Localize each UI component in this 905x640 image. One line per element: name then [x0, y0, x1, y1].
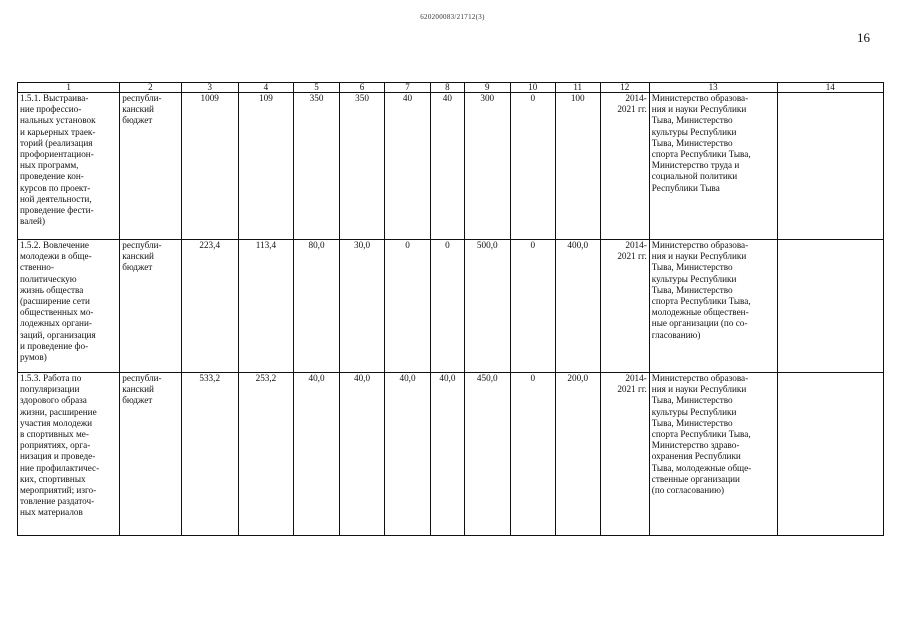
- value-cell: 100: [555, 93, 600, 240]
- table-row: [18, 93, 884, 240]
- value-cell: 350: [340, 93, 385, 240]
- empty-cell: [777, 373, 883, 536]
- value-cell: 0: [510, 93, 555, 240]
- executors-cell: Министерство образова- ния и науки Республики Тыва, Министерство культуры Республики Тыва, Министерство спорта Республики Тыва, Министерство труда и социальной политики Республики Тыва: [649, 93, 777, 240]
- period-cell: 2014- 2021 гг.: [600, 373, 649, 536]
- column-header: 4: [238, 83, 293, 93]
- value-cell: 0: [385, 240, 431, 373]
- column-header: 3: [181, 83, 238, 93]
- empty-cell: [777, 93, 883, 240]
- value-cell: 40: [385, 93, 431, 240]
- period-cell: 2014- 2021 гг.: [600, 240, 649, 373]
- column-header: 8: [431, 83, 465, 93]
- column-header: 7: [385, 83, 431, 93]
- activity-cell: 1.5.2. Вовлечение молодежи в обще- ственно- политическую жизнь общества (расширение сети общественных мо- лодежных органи- заций, организация и проведение фо- румов): [18, 240, 120, 373]
- column-header: 6: [340, 83, 385, 93]
- value-cell: 113,4: [238, 240, 293, 373]
- value-cell: 0: [510, 240, 555, 373]
- value-cell: 40,0: [294, 373, 340, 536]
- value-cell: 350: [294, 93, 340, 240]
- value-cell: 300: [464, 93, 510, 240]
- column-header: 10: [510, 83, 555, 93]
- value-cell: 223,4: [181, 240, 238, 373]
- table-header-row: [18, 83, 884, 93]
- funding-source-cell: республи- канский бюджет: [120, 373, 181, 536]
- column-header: 9: [464, 83, 510, 93]
- activity-cell: 1.5.1. Выстраива- ние профессио- нальных установок и карьерных траек- торий (реализация профориентацион- ных программ, проведение кон- курсов по проект- ной деятельности, проведение фести- валей): [18, 93, 120, 240]
- column-header: 14: [777, 83, 883, 93]
- value-cell: 80,0: [294, 240, 340, 373]
- funding-source-cell: республи- канский бюджет: [120, 240, 181, 373]
- value-cell: 253,2: [238, 373, 293, 536]
- value-cell: 40,0: [385, 373, 431, 536]
- value-cell: 40,0: [340, 373, 385, 536]
- funding-source-cell: республи- канский бюджет: [120, 93, 181, 240]
- value-cell: 500,0: [464, 240, 510, 373]
- table-row: [18, 240, 884, 373]
- empty-cell: [777, 240, 883, 373]
- period-cell: 2014- 2021 гг.: [600, 93, 649, 240]
- value-cell: 1009: [181, 93, 238, 240]
- executors-cell: Министерство образова- ния и науки Республики Тыва, Министерство культуры Республики Тыва, Министерство спорта Республики Тыва, Министерство здраво- охранения Республики Тыва, молодежные обще- ственные организации (по согласованию): [649, 373, 777, 536]
- column-header: 11: [555, 83, 600, 93]
- value-cell: 30,0: [340, 240, 385, 373]
- column-header: 13: [649, 83, 777, 93]
- value-cell: 40,0: [431, 373, 465, 536]
- column-header: 2: [120, 83, 181, 93]
- value-cell: 109: [238, 93, 293, 240]
- value-cell: 200,0: [555, 373, 600, 536]
- column-header: 1: [18, 83, 120, 93]
- value-cell: 450,0: [464, 373, 510, 536]
- value-cell: 0: [431, 240, 465, 373]
- column-header: 12: [600, 83, 649, 93]
- document-code: 620200083/21712(3): [420, 13, 485, 21]
- budget-table: [17, 82, 884, 536]
- table-row: [18, 373, 884, 536]
- value-cell: 40: [431, 93, 465, 240]
- value-cell: 0: [510, 373, 555, 536]
- page-number: 16: [857, 30, 870, 45]
- executors-cell: Министерство образова- ния и науки Республики Тыва, Министерство культуры Республики Тыва, Министерство спорта Республики Тыва, молодежные обществен- ные организации (по со- гласованию): [649, 240, 777, 373]
- column-header: 5: [294, 83, 340, 93]
- value-cell: 533,2: [181, 373, 238, 536]
- activity-cell: 1.5.3. Работа по популяризации здорового образа жизни, расширение участия молодежи в спортивных ме- роприятиях, орга- низация и проведе- ние профилактичес- ких, спортивных мероприятий; изго- товление раздаточ- ных материалов: [18, 373, 120, 536]
- value-cell: 400,0: [555, 240, 600, 373]
